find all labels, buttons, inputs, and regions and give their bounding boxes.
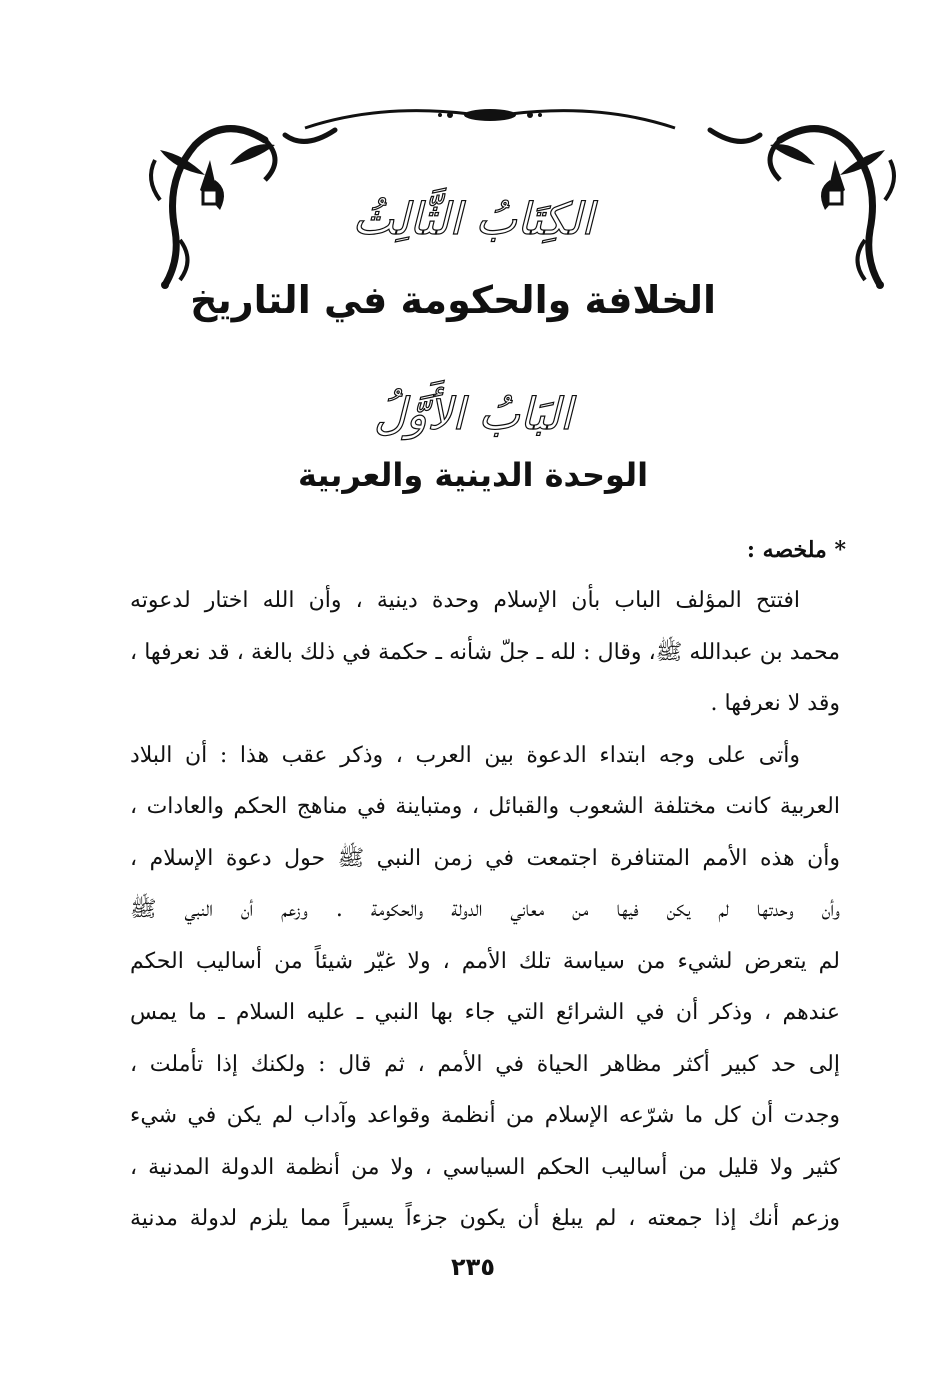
text-line: محمد بن عبدالله ﷺ، وقال : لله ـ جلّ شأنه ـ حكمة في ذلك بالغة ، قد نعرفها ، bbox=[130, 639, 840, 665]
corner-ornament-icon bbox=[700, 120, 910, 290]
chapter-heading: البَابُ الأَوَّلُ bbox=[373, 389, 573, 440]
text-line: إلى حد كبير أكثر مظاهر الحياة في الأمم ، ثم قال : ولكنك إذا تأملت ، bbox=[130, 1051, 840, 1077]
text-line: وزعم أنك إذا جمعته ، لم يبلغ أن يكون جزءاً يسيراً مما يلزم لدولة مدنية bbox=[130, 1206, 840, 1231]
text-line: وأتى على وجه ابتداء الدعوة بين العرب ، وذكر عقب هذا : أن البلاد bbox=[130, 742, 800, 768]
text-line: وجدت أن كل ما شرّعه الإسلام من أنظمة وقواعد وآداب لم يكن في شيء bbox=[130, 1103, 840, 1128]
book-heading: الكِتَابُ الثَّالِثُ bbox=[352, 194, 594, 245]
chapter-title: الوحدة الدينية والعربية bbox=[297, 456, 649, 494]
page-number: ٢٣٥ bbox=[451, 1253, 495, 1281]
text-line: كثير ولا قليل من أساليب الحكم السياسي ، ولا من أنظمة الدولة المدنية ، bbox=[130, 1154, 840, 1180]
text-line: وقد لا نعرفها . bbox=[710, 691, 840, 716]
body-text bbox=[130, 575, 840, 1245]
text-line: العربية كانت مختلفة الشعوب والقبائل ، ومتباينة في مناهج الحكم والعادات ، bbox=[130, 794, 840, 819]
book-title: الخلافة والحكومة في التاريخ bbox=[190, 278, 716, 322]
corner-ornament-icon bbox=[135, 120, 345, 290]
text-line: عندهم ، وذكر أن في الشرائع التي جاء بها النبي ـ عليه السلام ـ ما يمس bbox=[130, 1000, 840, 1025]
text-line: افتتح المؤلف الباب بأن الإسلام وحدة دينية ، وأن الله اختار لدعوته bbox=[130, 588, 800, 613]
ornamental-rule-icon bbox=[300, 98, 680, 138]
text-line: وأن وحدتها لم يكن فيها من معاني الدولة والحكومة . وزعم أن النبي ﷺ bbox=[130, 897, 840, 922]
summary-label: * ملخصه : bbox=[746, 537, 846, 563]
text-line: وأن هذه الأمم المتنافرة اجتمعت في زمن النبي ﷺ حول دعوة الإسلام ، bbox=[130, 845, 840, 871]
text-line: لم يتعرض لشيء من سياسة تلك الأمم ، ولا غيّر شيئاً من أساليب الحكم bbox=[130, 948, 840, 974]
